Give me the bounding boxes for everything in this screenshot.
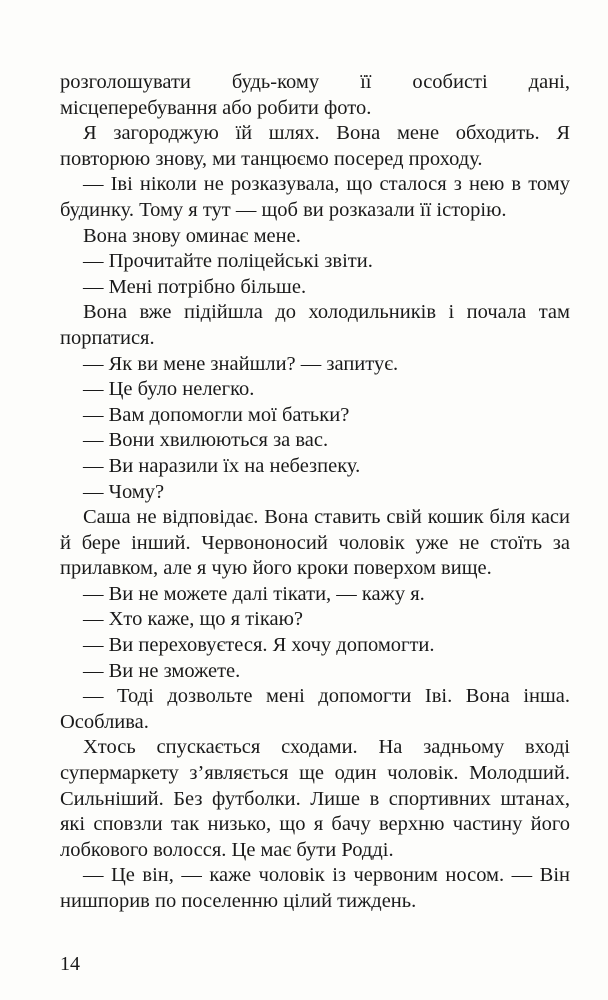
paragraph: Вона вже підійшла до холодильників і почала там порпатися.: [60, 301, 570, 349]
paragraph: — Вони хвилюються за вас.: [83, 429, 329, 452]
paragraph: — Вам допомогли мої батьки?: [83, 403, 350, 426]
paragraph: — Тоді дозвольте мені допомогти Іві. Вона інша. Особлива.: [60, 685, 570, 733]
page-number: 14: [60, 953, 80, 975]
paragraph: Хтось спускається сходами. На задньому вході супермаркету з’являється ще один чоловік. Молодший. Сильніший. Без футболки. Лише в спортивних штанах, які сповзли так низько, що я бачу верхню частину його лобкового волосся. Це має бути Родді.: [60, 736, 570, 861]
paragraph: Саша не відповідає. Вона ставить свій кошик біля каси й бере інший. Червононосий чоловік уже не стоїть за прилавком, але я чую його кроки поверхом вище.: [60, 506, 570, 580]
paragraph: — Мені потрібно більше.: [83, 275, 307, 298]
paragraph: розголошувати будь-кому її особисті дані, місцеперебування або робити фото.: [60, 71, 570, 119]
paragraph: Я загороджую їй шлях. Вона мене обходить. Я повторюю знову, ми танцюємо посеред проходу.: [60, 122, 570, 170]
paragraph: — Це було нелегко.: [83, 378, 255, 401]
paragraph: — Ви наразили їх на небезпеку.: [83, 454, 361, 477]
paragraph: — Прочитайте поліцейські звіти.: [83, 250, 373, 273]
paragraph: Вона знову оминає мене.: [83, 224, 301, 247]
body-text: [60, 70, 570, 915]
paragraph: — Хто каже, що я тікаю?: [83, 608, 304, 631]
paragraph: — Іві ніколи не розказувала, що сталося з нею в тому будинку. Тому я тут — щоб ви розказали її історію.: [60, 173, 570, 221]
paragraph: — Ви не можете далі тікати, — кажу я.: [83, 582, 425, 605]
paragraph: — Ви переховуєтеся. Я хочу допомогти.: [83, 634, 435, 657]
paragraph: — Ви не зможете.: [83, 659, 241, 682]
paragraph: — Чому?: [83, 480, 165, 503]
paragraph: — Як ви мене знайшли? — запитує.: [83, 352, 399, 375]
paragraph: — Це він, — каже чоловік із червоним носом. — Він нишпорив по поселенню цілий тиждень.: [60, 864, 570, 912]
